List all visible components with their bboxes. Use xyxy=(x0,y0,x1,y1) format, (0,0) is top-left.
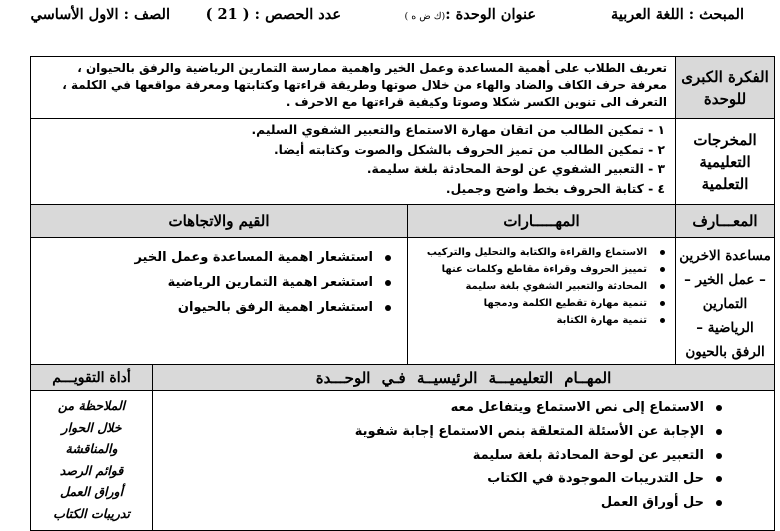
big-idea-row xyxy=(31,57,775,119)
skills-header: المهـــــارات xyxy=(408,205,676,238)
evaluation-line: قوائم الرصد xyxy=(59,462,124,478)
page-header xyxy=(20,6,744,28)
value-item: استشعار اهمية الرفق بالحيوان xyxy=(35,295,391,320)
values-cell xyxy=(31,238,408,365)
task-item: التعبير عن لوحة المحادثة بلغة سليمة xyxy=(157,444,722,468)
outcome-item: ٤ - كتابة الحروف بخط واضح وجميل. xyxy=(445,181,666,196)
skill-item: تنمية مهارة تقطيع الكلمة ودمجها xyxy=(412,295,665,312)
big-idea-label: الفكرة الكبرى للوحدة xyxy=(676,57,775,119)
evaluation-line: الملاحظة من xyxy=(57,398,126,413)
task-item: حل التدريبات الموجودة في الكتاب xyxy=(157,467,722,491)
tasks-header: المهــام التعليميـــة الرئيسيــة فـي الوحـــدة xyxy=(153,365,775,391)
knowledge-line: الرياضية – xyxy=(696,320,754,336)
skill-item: الاستماع والقراءة والكتابة والتحليل والتركيب xyxy=(412,244,665,261)
knowledge-line: الرفق بالحيون xyxy=(685,344,765,360)
evaluation-cell xyxy=(31,391,153,531)
value-item: استشعار اهمية المساعدة وعمل الخير xyxy=(35,245,391,270)
task-item: الاستماع إلى نص الاستماع ويتفاعل معه xyxy=(157,396,722,420)
unit-title-label: عنوان الوحدة : xyxy=(445,6,536,23)
columns-header-row xyxy=(31,205,775,238)
outcome-item: ٣ - التعبير الشفوي عن لوحة المحادثة بلغة سليمة. xyxy=(366,162,666,177)
evaluation-line: والمناقشة xyxy=(65,441,118,456)
skills-cell xyxy=(408,238,676,365)
sessions-count: عدد الحصص : ( 21 ) xyxy=(205,6,341,23)
evaluation-line: أوراق العمل xyxy=(59,484,124,499)
outcomes-label: المخرجات التعليمية التعلمية xyxy=(676,119,775,205)
values-list xyxy=(31,238,407,320)
knowledge-header: المعـــارف xyxy=(676,205,775,238)
evaluation-line: تدريبات الكتاب xyxy=(53,505,130,521)
skill-item: تنمية مهارة الكتابة xyxy=(412,312,665,329)
task-item: حل أوراق العمل xyxy=(157,491,722,515)
big-idea-text: تعريف الطلاب على أهمية المساعدة وعمل الخير واهمية ممارسة التمارين الرياضية والرفق بالحيوان ، معرفة حرف الكاف والضاد والهاء من خلال صوتها وطريقة قراءتها وكتابتها ومعرفة مواقعها في الكلمة ، التعرف الى تنوين الكسر شكلا وصوتا وكيفية قراءتها مع الاحرف . xyxy=(31,57,676,119)
unit-plan-table xyxy=(30,56,775,531)
tasks-header-row xyxy=(31,365,775,391)
knowledge-line: – عمل الخير – xyxy=(684,272,766,288)
unit-letters: (ك ض ه ) xyxy=(404,11,446,22)
knowledge-cell xyxy=(676,238,775,365)
tasks-cell xyxy=(153,391,775,531)
outcomes-row xyxy=(31,119,775,205)
evaluation-header: أداة التقويـــم xyxy=(31,365,153,391)
values-header: القيم والاتجاهات xyxy=(31,205,408,238)
content-row xyxy=(31,238,775,365)
unit-title xyxy=(404,6,536,23)
tasks-list xyxy=(153,391,774,515)
knowledge-line: التمارين xyxy=(702,296,748,312)
evaluation-line: خلال الحوار xyxy=(61,419,122,435)
subject-label: المبحث : اللغة العربية xyxy=(611,6,744,23)
grade-label: الصف : الاول الأساسي xyxy=(30,6,170,23)
outcome-item: ٢ - تمكين الطالب من تميز الحروف بالشكل والصوت وكتابته أيضا. xyxy=(274,142,666,157)
skills-list xyxy=(408,238,675,329)
skill-item: المحادثة والتعبير الشفوي بلغة سليمة xyxy=(412,278,665,295)
outcome-item: ١ - تمكين الطالب من اتقان مهارة الاستماع والتعبير الشفوي السليم. xyxy=(251,123,666,137)
tasks-row xyxy=(31,391,775,531)
value-item: استشعر اهمية التمارين الرياضية xyxy=(35,270,391,295)
outcomes-list xyxy=(31,119,676,205)
knowledge-line: مساعدة الاخرين xyxy=(679,248,771,264)
skill-item: تمييز الحروف وقراءة مقاطع وكلمات عنها xyxy=(412,261,665,278)
task-item: الإجابة عن الأسئلة المتعلقة بنص الاستماع إجابة شفوية xyxy=(157,420,722,444)
